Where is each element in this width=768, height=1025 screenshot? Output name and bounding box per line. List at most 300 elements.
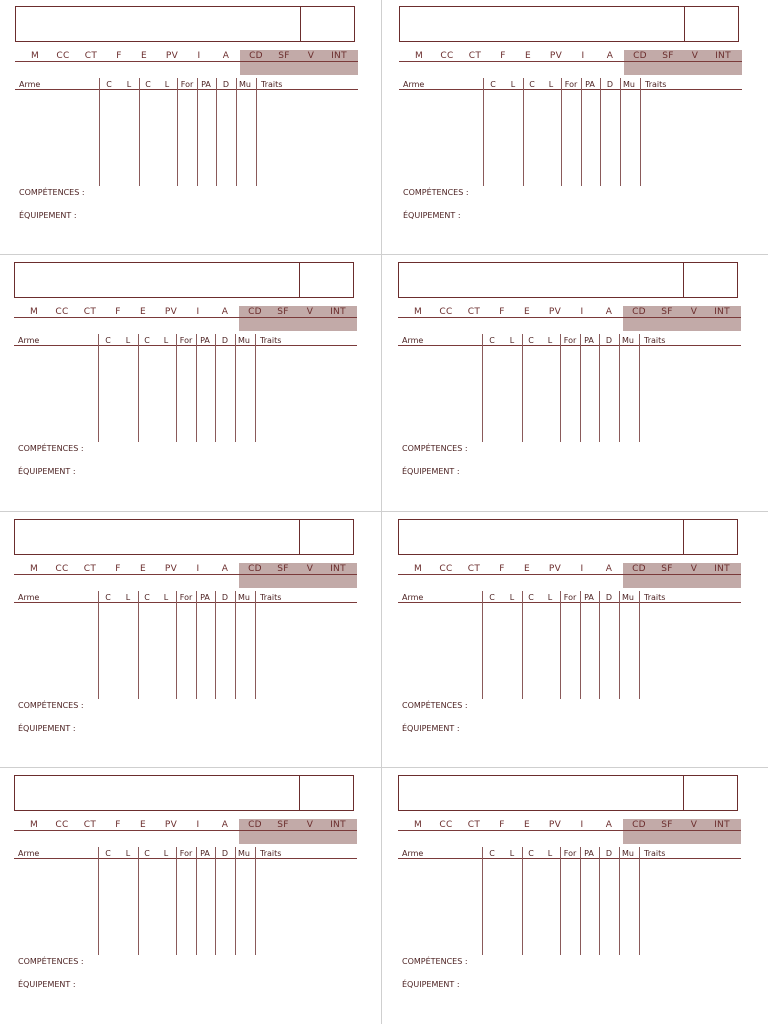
header-c-short: C	[489, 336, 495, 345]
header-d: D	[605, 593, 613, 602]
profile-card	[14, 769, 398, 1025]
header-l-short: L	[126, 80, 132, 89]
stat-label-cc: CC	[439, 820, 453, 830]
column-divider	[196, 591, 197, 699]
header-pa: PA	[584, 849, 594, 858]
header-traits: Traits	[644, 336, 666, 345]
stat-label-m: M	[30, 51, 40, 61]
weapon-header-line	[14, 345, 357, 346]
stat-label-f: F	[499, 564, 505, 574]
stat-label-sf: SF	[278, 51, 290, 61]
header-d: D	[221, 849, 229, 858]
header-for: For	[563, 593, 577, 602]
column-divider	[255, 591, 256, 699]
stat-label-m: M	[29, 820, 39, 830]
profile-card	[398, 513, 768, 769]
stat-label-i: I	[580, 307, 584, 317]
header-mu: Mu	[238, 849, 250, 858]
profile-card	[14, 513, 398, 769]
name-box-divider	[300, 7, 301, 41]
stat-row-line	[14, 830, 357, 831]
stat-label-cd: CD	[632, 820, 646, 830]
stat-label-sf: SF	[661, 820, 673, 830]
stat-label-i: I	[580, 820, 584, 830]
stat-label-cd: CD	[632, 564, 646, 574]
stat-label-v: V	[691, 51, 699, 61]
stat-label-e: E	[524, 564, 530, 574]
header-l-short: L	[509, 336, 515, 345]
column-divider	[561, 78, 562, 186]
stat-label-m: M	[413, 307, 423, 317]
stat-row-line	[398, 574, 741, 575]
name-box[interactable]	[14, 775, 354, 811]
column-divider	[139, 78, 140, 186]
header-l-long: L	[548, 80, 554, 89]
column-divider	[255, 334, 256, 442]
stat-label-f: F	[116, 51, 122, 61]
stat-label-pv: PV	[548, 307, 562, 317]
header-l-short: L	[125, 849, 131, 858]
header-traits: Traits	[260, 849, 282, 858]
header-c-short: C	[105, 849, 111, 858]
stat-label-pv: PV	[549, 51, 563, 61]
header-arme: Arme	[18, 849, 40, 858]
header-traits: Traits	[261, 80, 283, 89]
column-divider	[620, 78, 621, 186]
header-for: For	[564, 80, 578, 89]
header-pa: PA	[200, 593, 210, 602]
header-arme: Arme	[402, 593, 424, 602]
stat-row	[398, 563, 741, 588]
header-c-long: C	[145, 80, 151, 89]
header-d: D	[221, 336, 229, 345]
stat-label-ct: CT	[468, 51, 482, 61]
name-box-divider	[683, 263, 684, 297]
column-divider	[560, 591, 561, 699]
header-arme: Arme	[18, 593, 40, 602]
stat-row-line	[398, 830, 741, 831]
stat-label-sf: SF	[277, 307, 289, 317]
equipement-label: ÉQUIPEMENT :	[18, 724, 76, 733]
stat-label-cc: CC	[440, 51, 454, 61]
stat-label-v: V	[690, 564, 698, 574]
stat-label-int: INT	[715, 51, 731, 61]
column-divider	[580, 591, 581, 699]
column-divider	[619, 847, 620, 955]
column-divider	[196, 334, 197, 442]
weapon-table	[14, 847, 357, 955]
stat-label-pv: PV	[164, 820, 178, 830]
column-divider	[640, 78, 641, 186]
column-divider	[215, 334, 216, 442]
equipement-label: ÉQUIPEMENT :	[402, 724, 460, 733]
competences-label: COMPÉTENCES :	[402, 701, 468, 710]
header-mu: Mu	[239, 80, 251, 89]
header-l-short: L	[125, 336, 131, 345]
stat-label-ct: CT	[83, 307, 97, 317]
stat-label-v: V	[306, 820, 314, 830]
competences-label: COMPÉTENCES :	[402, 444, 468, 453]
stat-label-v: V	[307, 51, 315, 61]
stat-label-f: F	[115, 307, 121, 317]
stat-label-sf: SF	[277, 564, 289, 574]
header-arme: Arme	[19, 80, 41, 89]
weapon-table	[399, 78, 742, 186]
stat-label-i: I	[196, 564, 200, 574]
header-d: D	[605, 336, 613, 345]
header-pa: PA	[585, 80, 595, 89]
header-traits: Traits	[260, 593, 282, 602]
column-divider	[235, 334, 236, 442]
stat-label-int: INT	[714, 564, 730, 574]
header-for: For	[563, 849, 577, 858]
header-d: D	[605, 849, 613, 858]
stat-label-e: E	[140, 820, 146, 830]
stat-label-cc: CC	[55, 564, 69, 574]
weapon-header-line	[398, 602, 741, 603]
stat-label-a: A	[605, 820, 613, 830]
competences-label: COMPÉTENCES :	[18, 701, 84, 710]
name-box[interactable]	[15, 6, 355, 42]
stat-label-e: E	[524, 820, 530, 830]
header-c-long: C	[528, 849, 534, 858]
stat-label-cd: CD	[248, 564, 262, 574]
column-divider	[98, 334, 99, 442]
column-divider	[482, 591, 483, 699]
column-divider	[196, 847, 197, 955]
weapon-table	[15, 78, 358, 186]
header-d: D	[222, 80, 230, 89]
stat-label-ct: CT	[467, 307, 481, 317]
stat-label-v: V	[690, 820, 698, 830]
column-divider	[600, 78, 601, 186]
stat-label-sf: SF	[277, 820, 289, 830]
weapon-header-line	[398, 858, 741, 859]
stat-label-sf: SF	[661, 307, 673, 317]
header-pa: PA	[201, 80, 211, 89]
header-pa: PA	[584, 593, 594, 602]
stat-label-cc: CC	[439, 564, 453, 574]
column-divider	[98, 847, 99, 955]
header-l-long: L	[547, 336, 553, 345]
header-arme: Arme	[18, 336, 40, 345]
stat-row	[14, 563, 357, 588]
stat-row-line	[14, 574, 357, 575]
stat-label-a: A	[221, 564, 229, 574]
weapon-table	[14, 334, 357, 442]
column-divider	[483, 78, 484, 186]
competences-label: COMPÉTENCES :	[19, 188, 85, 197]
column-divider	[99, 78, 100, 186]
stat-row	[398, 819, 741, 844]
stat-label-i: I	[581, 51, 585, 61]
header-c-short: C	[490, 80, 496, 89]
stat-label-cc: CC	[55, 307, 69, 317]
stat-label-e: E	[140, 564, 146, 574]
header-c-long: C	[144, 849, 150, 858]
weapon-table	[398, 591, 741, 699]
stat-label-cd: CD	[632, 307, 646, 317]
column-divider	[176, 334, 177, 442]
stat-label-ct: CT	[83, 564, 97, 574]
header-mu: Mu	[622, 593, 634, 602]
column-divider	[138, 334, 139, 442]
profile-card	[399, 0, 768, 256]
stat-row-line	[15, 61, 358, 62]
stat-label-e: E	[525, 51, 531, 61]
weapon-header-line	[398, 345, 741, 346]
header-l-short: L	[125, 593, 131, 602]
header-pa: PA	[200, 849, 210, 858]
profile-card	[398, 256, 768, 512]
column-divider	[197, 78, 198, 186]
stat-label-i: I	[196, 307, 200, 317]
stat-label-f: F	[499, 307, 505, 317]
weapon-table	[398, 334, 741, 442]
column-divider	[523, 78, 524, 186]
column-divider	[639, 591, 640, 699]
column-divider	[215, 847, 216, 955]
stat-label-cc: CC	[55, 820, 69, 830]
stat-label-i: I	[196, 820, 200, 830]
header-arme: Arme	[402, 336, 424, 345]
header-l-long: L	[163, 336, 169, 345]
column-divider	[138, 847, 139, 955]
stat-label-int: INT	[330, 307, 346, 317]
column-divider	[522, 591, 523, 699]
profile-card	[15, 0, 399, 256]
stat-label-int: INT	[331, 51, 347, 61]
stat-row	[14, 306, 357, 331]
column-divider	[98, 591, 99, 699]
column-divider	[236, 78, 237, 186]
header-for: For	[180, 80, 194, 89]
stat-label-cc: CC	[56, 51, 70, 61]
column-divider	[639, 847, 640, 955]
stat-label-v: V	[306, 307, 314, 317]
column-divider	[482, 334, 483, 442]
profile-card	[14, 256, 398, 512]
name-box[interactable]	[14, 519, 354, 555]
stat-label-f: F	[500, 51, 506, 61]
header-for: For	[179, 849, 193, 858]
weapon-table	[14, 591, 357, 699]
weapon-table	[398, 847, 741, 955]
equipement-label: ÉQUIPEMENT :	[402, 980, 460, 989]
header-c-short: C	[489, 849, 495, 858]
column-divider	[599, 591, 600, 699]
column-divider	[176, 847, 177, 955]
stat-label-cd: CD	[633, 51, 647, 61]
stat-label-sf: SF	[661, 564, 673, 574]
header-for: For	[179, 593, 193, 602]
name-box[interactable]	[398, 262, 738, 298]
stat-label-pv: PV	[548, 564, 562, 574]
column-divider	[580, 334, 581, 442]
name-box-divider	[683, 776, 684, 810]
column-divider	[235, 847, 236, 955]
column-divider	[560, 334, 561, 442]
stat-label-m: M	[29, 307, 39, 317]
header-traits: Traits	[260, 336, 282, 345]
equipement-label: ÉQUIPEMENT :	[18, 980, 76, 989]
name-box-divider	[684, 7, 685, 41]
stat-label-cd: CD	[249, 51, 263, 61]
column-divider	[215, 591, 216, 699]
stat-label-a: A	[606, 51, 614, 61]
stat-label-cd: CD	[248, 820, 262, 830]
column-divider	[599, 847, 600, 955]
name-box-divider	[299, 263, 300, 297]
stat-label-ct: CT	[467, 820, 481, 830]
stat-label-ct: CT	[467, 564, 481, 574]
stat-label-v: V	[690, 307, 698, 317]
stat-label-cd: CD	[248, 307, 262, 317]
column-divider	[176, 591, 177, 699]
header-pa: PA	[584, 336, 594, 345]
header-traits: Traits	[645, 80, 667, 89]
weapon-header-line	[14, 858, 357, 859]
stat-label-int: INT	[714, 820, 730, 830]
stat-label-ct: CT	[84, 51, 98, 61]
name-box-divider	[299, 776, 300, 810]
header-c-short: C	[106, 80, 112, 89]
header-c-short: C	[489, 593, 495, 602]
stat-label-f: F	[115, 564, 121, 574]
name-box[interactable]	[14, 262, 354, 298]
weapon-header-line	[15, 89, 358, 90]
name-box[interactable]	[398, 519, 738, 555]
stat-label-e: E	[524, 307, 530, 317]
stat-label-m: M	[414, 51, 424, 61]
stat-row	[14, 819, 357, 844]
header-mu: Mu	[623, 80, 635, 89]
header-for: For	[563, 336, 577, 345]
header-arme: Arme	[403, 80, 425, 89]
header-l-long: L	[547, 849, 553, 858]
stat-label-pv: PV	[164, 307, 178, 317]
header-l-short: L	[510, 80, 516, 89]
stat-row	[399, 50, 742, 75]
column-divider	[619, 334, 620, 442]
column-divider	[599, 334, 600, 442]
stat-label-m: M	[413, 820, 423, 830]
name-box-divider	[683, 520, 684, 554]
name-box[interactable]	[398, 775, 738, 811]
equipement-label: ÉQUIPEMENT :	[19, 211, 77, 220]
equipement-label: ÉQUIPEMENT :	[18, 467, 76, 476]
stat-label-e: E	[141, 51, 147, 61]
column-divider	[522, 847, 523, 955]
column-divider	[235, 591, 236, 699]
stat-label-a: A	[222, 51, 230, 61]
header-c-long: C	[144, 593, 150, 602]
column-divider	[581, 78, 582, 186]
stat-row-line	[14, 317, 357, 318]
header-mu: Mu	[622, 336, 634, 345]
name-box[interactable]	[399, 6, 739, 42]
column-divider	[580, 847, 581, 955]
stat-label-m: M	[413, 564, 423, 574]
column-divider	[177, 78, 178, 186]
stat-label-a: A	[605, 307, 613, 317]
header-c-long: C	[529, 80, 535, 89]
header-d: D	[606, 80, 614, 89]
header-arme: Arme	[402, 849, 424, 858]
weapon-header-line	[399, 89, 742, 90]
equipement-label: ÉQUIPEMENT :	[402, 467, 460, 476]
stat-label-int: INT	[330, 564, 346, 574]
column-divider	[256, 78, 257, 186]
column-divider	[619, 591, 620, 699]
header-l-short: L	[509, 593, 515, 602]
stat-row	[15, 50, 358, 75]
header-mu: Mu	[622, 849, 634, 858]
header-l-long: L	[163, 593, 169, 602]
competences-label: COMPÉTENCES :	[18, 444, 84, 453]
header-traits: Traits	[644, 849, 666, 858]
stat-label-int: INT	[330, 820, 346, 830]
stat-row	[398, 306, 741, 331]
header-c-short: C	[105, 593, 111, 602]
header-l-long: L	[547, 593, 553, 602]
stat-label-pv: PV	[164, 564, 178, 574]
header-traits: Traits	[644, 593, 666, 602]
stat-label-v: V	[306, 564, 314, 574]
stat-label-e: E	[140, 307, 146, 317]
stat-label-sf: SF	[662, 51, 674, 61]
stat-label-pv: PV	[165, 51, 179, 61]
header-d: D	[221, 593, 229, 602]
header-mu: Mu	[238, 336, 250, 345]
competences-label: COMPÉTENCES :	[402, 957, 468, 966]
stat-label-pv: PV	[548, 820, 562, 830]
stat-label-i: I	[580, 564, 584, 574]
header-c-short: C	[105, 336, 111, 345]
header-c-long: C	[144, 336, 150, 345]
profile-card	[398, 769, 768, 1025]
column-divider	[560, 847, 561, 955]
header-pa: PA	[200, 336, 210, 345]
column-divider	[216, 78, 217, 186]
header-l-short: L	[509, 849, 515, 858]
stat-row-line	[399, 61, 742, 62]
stat-label-int: INT	[714, 307, 730, 317]
stat-label-a: A	[221, 820, 229, 830]
weapon-header-line	[14, 602, 357, 603]
column-divider	[138, 591, 139, 699]
stat-label-f: F	[499, 820, 505, 830]
name-box-divider	[299, 520, 300, 554]
stat-label-f: F	[115, 820, 121, 830]
stat-label-m: M	[29, 564, 39, 574]
column-divider	[522, 334, 523, 442]
stat-row-line	[398, 317, 741, 318]
column-divider	[482, 847, 483, 955]
header-mu: Mu	[238, 593, 250, 602]
header-c-long: C	[528, 593, 534, 602]
header-c-long: C	[528, 336, 534, 345]
stat-label-a: A	[221, 307, 229, 317]
competences-label: COMPÉTENCES :	[403, 188, 469, 197]
header-for: For	[179, 336, 193, 345]
stat-label-a: A	[605, 564, 613, 574]
stat-label-ct: CT	[83, 820, 97, 830]
equipement-label: ÉQUIPEMENT :	[403, 211, 461, 220]
column-divider	[639, 334, 640, 442]
competences-label: COMPÉTENCES :	[18, 957, 84, 966]
stat-label-i: I	[197, 51, 201, 61]
